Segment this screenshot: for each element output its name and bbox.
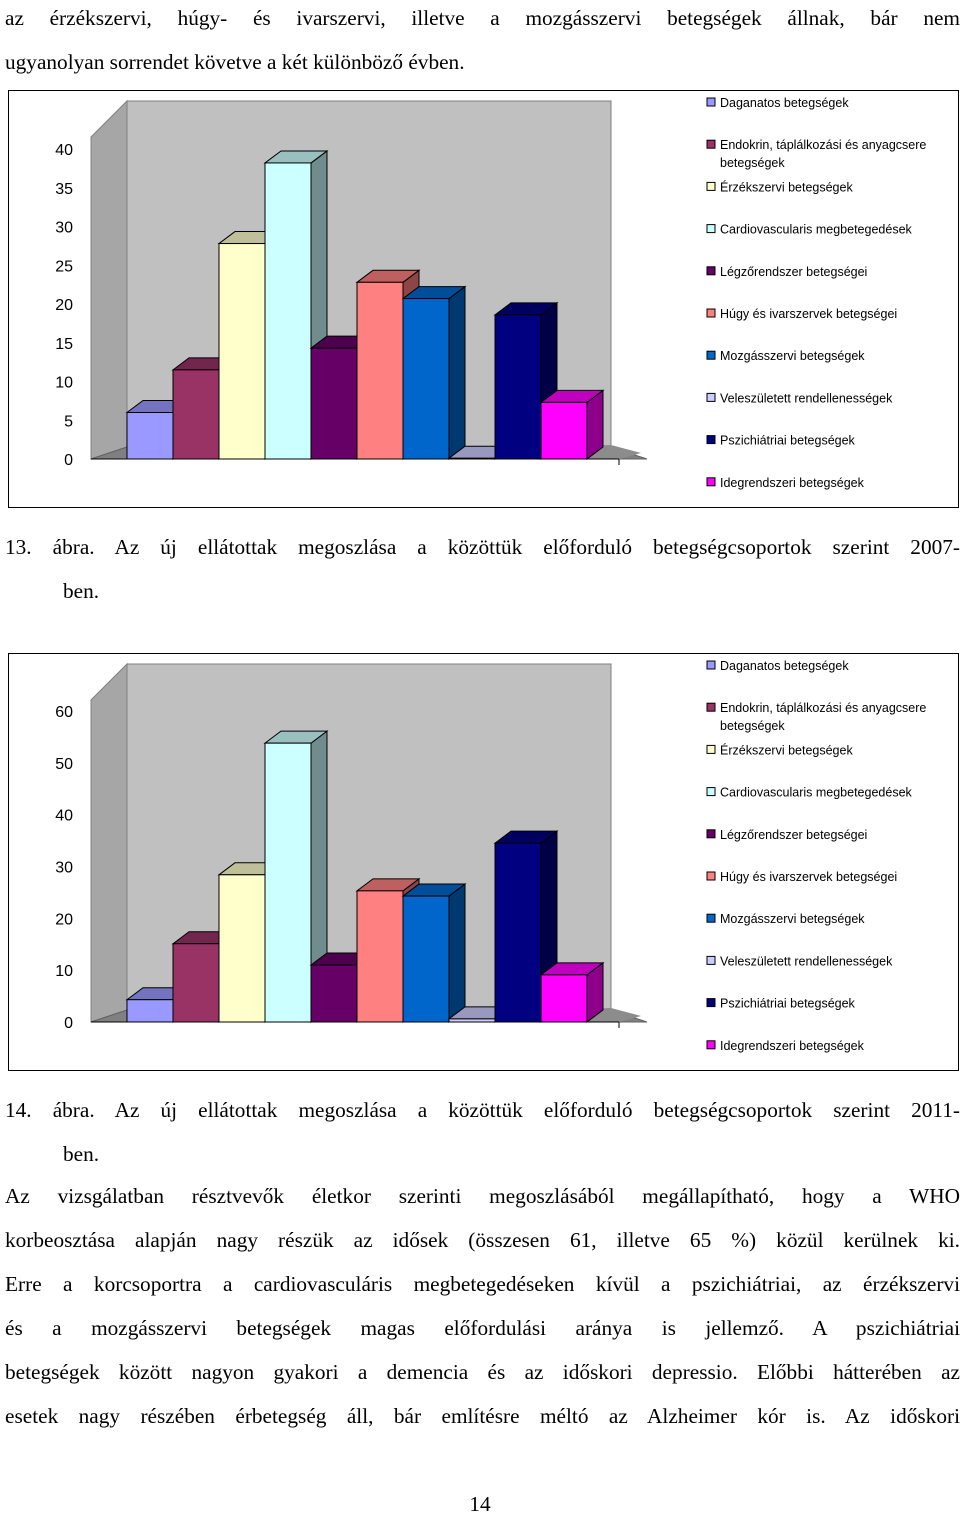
legend-item <box>707 828 867 842</box>
intro-line: az érzékszervi, húgy- és ivarszervi, illetve a mozgásszervi betegségek állnak, bár nem <box>5 6 960 30</box>
bar-front <box>265 163 311 459</box>
body-line: és a mozgásszervi betegségek magas előfordulási aránya is jellemző. A pszichiátriai <box>5 1316 960 1340</box>
bar-front <box>127 413 173 460</box>
intro-line: ugyanolyan sorrendet követve a két különböző évben. <box>5 50 465 74</box>
bar-front <box>449 458 495 459</box>
bar-front <box>495 315 541 459</box>
chart-side-wall <box>91 664 127 1022</box>
bar-side <box>449 884 465 1022</box>
legend-label: Pszichiátriai betegségek <box>720 433 855 448</box>
y-tick-label: 0 <box>64 1015 73 1032</box>
chart-2007 <box>8 90 959 508</box>
legend-item <box>707 138 926 170</box>
legend-swatch <box>707 956 715 964</box>
bar-front <box>357 891 403 1022</box>
legend-label: Veleszületett rendellenességek <box>720 954 893 969</box>
y-tick-label: 30 <box>55 219 73 237</box>
body-line: korbeosztása alapján nagy részük az idősek (összesen 61, illetve 65 %) közül kerülnek ki. <box>5 1228 960 1252</box>
legend-swatch <box>707 745 715 753</box>
legend-label: betegségek <box>720 156 785 171</box>
caption-line: ben. <box>63 579 100 603</box>
caption-line: 14. ábra. Az új ellátottak megoszlása a közöttük előforduló betegségcsoportok szerint 2011- <box>5 1098 960 1122</box>
y-tick-label: 20 <box>55 911 73 929</box>
bar <box>541 963 603 1022</box>
legend-item <box>707 870 897 884</box>
bar-front <box>265 743 311 1022</box>
figure-caption-14 <box>5 1088 960 1176</box>
legend-label: Daganatos betegségek <box>720 659 849 673</box>
caption-line: 13. ábra. Az új ellátottak megoszlása a közöttük előforduló betegségcsoportok szerint 2007- <box>5 535 960 559</box>
bar-front <box>541 975 587 1022</box>
legend-label: Veleszületett rendellenességek <box>720 391 893 406</box>
legend-swatch <box>707 914 715 922</box>
legend-label: Légzőrendszer betegségei <box>720 827 868 842</box>
y-tick-label: 10 <box>55 963 73 981</box>
bar-front <box>173 370 219 459</box>
bar-front <box>311 965 357 1022</box>
legend-item <box>707 476 865 490</box>
legend-item <box>707 912 865 926</box>
legend-label: Húgy és ivarszervek betegségei <box>720 870 898 884</box>
y-tick-label: 25 <box>55 258 73 276</box>
body-line: esetek nagy részében érbetegség áll, bár említésre méltó az Alzheimer kór is. Az időskori <box>5 1404 960 1428</box>
legend-swatch <box>707 98 715 106</box>
legend-swatch <box>707 1041 715 1049</box>
bar-front <box>219 244 265 459</box>
bar-front <box>357 282 403 459</box>
legend-item <box>707 96 849 110</box>
legend-item <box>707 349 865 363</box>
legend-item <box>707 1039 865 1053</box>
legend-swatch <box>707 351 715 359</box>
legend-item <box>707 997 856 1011</box>
legend-swatch <box>707 182 715 190</box>
legend-swatch <box>707 436 715 444</box>
legend-label: Daganatos betegségek <box>720 96 849 110</box>
body-paragraph <box>5 1174 960 1438</box>
legend-swatch <box>707 225 715 233</box>
legend-item <box>707 701 926 733</box>
bar-front <box>541 402 587 459</box>
body-line: Az vizsgálatban résztvevők életkor szerinti megoszlásából megállapítható, hogy a WHO <box>5 1184 960 1208</box>
bar-front <box>495 843 541 1022</box>
legend-swatch <box>707 661 715 669</box>
y-tick-label: 15 <box>55 335 73 353</box>
bar-front <box>403 299 449 459</box>
y-tick-label: 35 <box>55 180 73 198</box>
legend-swatch <box>707 393 715 401</box>
legend-item <box>707 659 849 673</box>
legend-label: Húgy és ivarszervek betegségei <box>720 307 898 321</box>
legend-label: Érzékszervi betegségek <box>720 180 853 195</box>
bar-front <box>173 944 219 1022</box>
y-tick-label: 30 <box>55 859 73 877</box>
chart-2011-svg <box>9 654 958 1070</box>
legend-label: Érzékszervi betegségek <box>720 743 853 758</box>
y-tick-label: 5 <box>64 413 73 431</box>
legend-item <box>707 307 897 321</box>
bar <box>541 390 603 459</box>
page-number: 14 <box>469 1492 491 1516</box>
legend-item <box>707 434 856 448</box>
intro-paragraph <box>5 0 960 84</box>
y-tick-label: 60 <box>55 704 73 721</box>
legend-label: Idegrendszeri betegségek <box>720 1038 864 1053</box>
legend-swatch <box>707 872 715 880</box>
legend-swatch <box>707 788 715 796</box>
chart-side-wall <box>91 101 127 459</box>
legend-label: Cardiovascularis megbetegedések <box>720 222 912 237</box>
legend-item <box>707 391 893 405</box>
legend-swatch <box>707 478 715 486</box>
legend-label: Endokrin, táplálkozási és anyagcsere <box>720 701 927 716</box>
legend-swatch <box>707 140 715 148</box>
legend-label: Idegrendszeri betegségek <box>720 475 864 490</box>
legend-label: Cardiovascularis megbetegedések <box>720 785 912 800</box>
bar-front <box>311 348 357 459</box>
bar-front <box>219 875 265 1022</box>
legend-item <box>707 954 893 968</box>
legend-swatch <box>707 703 715 711</box>
legend-label: Pszichiátriai betegségek <box>720 996 855 1011</box>
caption-line: ben. <box>63 1142 100 1166</box>
legend-item <box>707 223 913 237</box>
legend-swatch <box>707 267 715 275</box>
legend-item <box>707 742 853 757</box>
y-tick-label: 40 <box>55 142 73 159</box>
figure-caption-13 <box>5 525 960 613</box>
body-line: betegségek között nagyon gyakori a demencia és az időskori depressio. Előbbi hátterében az <box>5 1360 960 1384</box>
legend-label: Mozgásszervi betegségek <box>720 912 865 927</box>
y-tick-label: 40 <box>55 807 73 825</box>
bar <box>403 287 465 459</box>
legend-label: Endokrin, táplálkozási és anyagcsere <box>720 138 927 153</box>
legend-swatch <box>707 999 715 1007</box>
body-line: Erre a korcsoportra a cardiovasculáris megbetegedéseken kívül a pszichiátriai, az érzékszervi <box>5 1272 960 1296</box>
legend-swatch <box>707 309 715 317</box>
chart-2007-svg <box>9 91 958 507</box>
y-tick-label: 0 <box>64 452 73 469</box>
bar-front <box>127 1000 173 1022</box>
y-tick-label: 50 <box>55 755 73 773</box>
chart-2011 <box>8 653 959 1071</box>
bar-side <box>449 287 465 459</box>
bar-front <box>449 1019 495 1022</box>
y-tick-label: 10 <box>55 374 73 392</box>
bar <box>403 884 465 1022</box>
legend-swatch <box>707 830 715 838</box>
legend-label: Légzőrendszer betegségei <box>720 264 868 279</box>
legend-label: betegségek <box>720 719 785 734</box>
legend-item <box>707 179 853 194</box>
legend-label: Mozgásszervi betegségek <box>720 349 865 364</box>
y-tick-label: 20 <box>55 297 73 314</box>
legend-item <box>707 786 913 800</box>
legend-item <box>707 265 867 279</box>
bar-front <box>403 896 449 1022</box>
